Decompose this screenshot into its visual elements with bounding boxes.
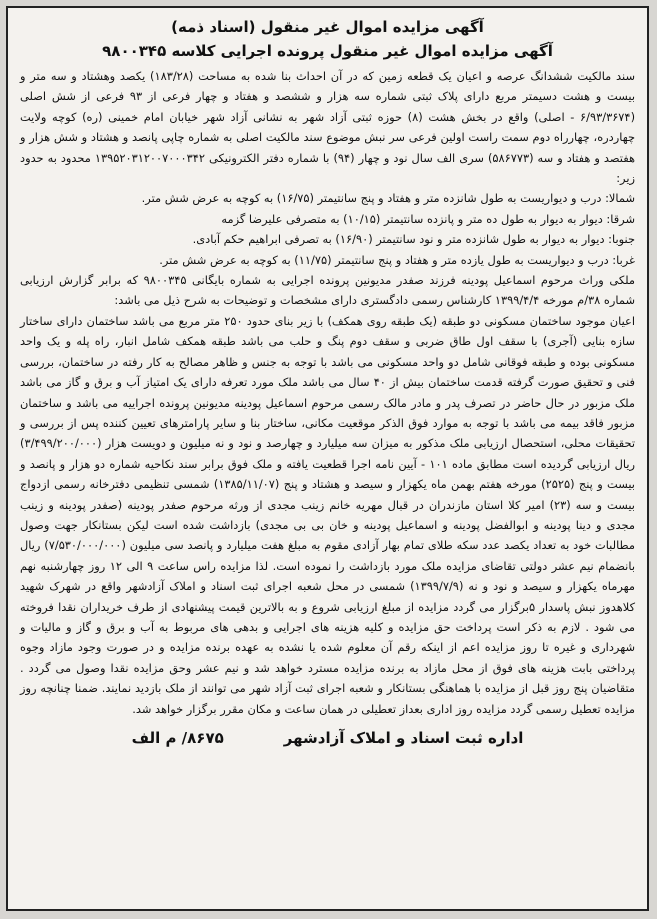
- notice-body: [20, 66, 635, 719]
- west-boundary: غربا: درب و دیواریست به طول یازده متر و هفتاد و پنج سانتیمتر (۱۱/۷۵) به کوچه به عرض شش متر.: [159, 252, 635, 267]
- footer-code: ۸۶۷۵/ م الف: [131, 729, 224, 747]
- north-boundary: شمالا: درب و دیواریست به طول شانزده متر و هفتاد و پنج سانتیمتر (۱۶/۷۵) به کوچه به عرض شش متر.: [141, 191, 635, 206]
- notice-subtitle: آگهی مزایده اموال غیر منقول پرونده اجرایی کلاسه ۹۸۰۰۳۴۵: [102, 42, 553, 60]
- notice-footer: [20, 727, 635, 749]
- intro-paragraph: سند مالکیت ششدانگ عرصه و اعیان یک قطعه زمین که در آن احداث بنا شده به مساحت (۱۸۳/۲۸) یکصد وهشتاد و سه متر و بیست و هشت دسیمتر مربع دارای پلاک ثبتی شماره سه هزار و ششصد و هفتاد و چهار فرعی از ۹۳ فرعی از شش اصلی (۶/۹۳/۳۶۷۴ - اصلی) واقع در بخش هشت (۸) حوزه ثبتی آزاد شهر به نشانی آزاد شهر خیابان امام خمینی (ره) کوچه ولایت چهاردره، چهارراه دوم سمت راست اولین فرعی سر نبش موضوع سند مالکیت اصلی به شماره چاپی پانصد و هشتاد و شش هزار و هفتصد و هفتاد و سه (۵۸۶۷۷۳) سری الف سال نود و چهار (۹۴) با شماره دفتر الکترونیکی ۱۳۹۵۲۰۳۱۲۰۰۷۰۰۰۳۴۲ محدود به حدود زیر:: [20, 69, 636, 186]
- owner-paragraph: ملکی وراث مرحوم اسماعیل پودینه فرزند صفدر مدیونین پرونده اجرایی به شماره بایگانی ۹۸۰۰۳۴۵ که برابر گزارش ارزیابی شماره ۳۸/م مورخه ۱۳۹۹/۴/۴ کارشناس رسمی دادگستری دارای مشخصات و توضیحات به شرح ذیل می باشد:: [20, 273, 635, 308]
- description-paragraph: اعیان موجود ساختمان مسکونی دو طبقه (یک طبقه روی همکف) با زیر بنای حدود ۲۵۰ متر مربع می باشد ساختمان دارای ساختار سازه بنایی (آجری) با سقف اول طاق ضربی و سقف دوم پنگ و حلب می باشد طبقه همکف شامل انبار، راه پله و یک واحد مسکونی بوده و طبقه فوقانی شامل دو واحد مسکونی می باشد با توجه به جنس و ظاهر مصالح به کار رفته در ساختمان، بررسی فنی و تحقیق صورت گرفته قدمت ساختمان بیش از ۴۰ سال می باشد ملک مورد تعرفه دارای یک امتیاز آب و برق و گاز می باشد ملک مزبور در حال حاضر در تصرف پدر و مادر مالک رسمی مرحوم اسماعیل پودینه مدیونین پرونده اجراییه می باشد و ساختمان مزبور فاقد بیمه می باشد با توجه به موارد فوق الذکر موقعیت مکانی، ساختار بنا و سایر پارامترهای تعیین کننده پس از بررسی و تحقیقات محلی، استحصال ارزیابی ملک مذکور به میزان سه میلیارد و چهارصد و نود و نه میلیون و دویست هزار (۳/۴۹۹/۲۰۰/۰۰۰) ریال ارزیابی گردیده است مطابق ماده ۱۰۱ - آیین نامه اجرا قطعیت یافته و ملک فوق برابر سند نکاحیه شماره دو هزار و پانصد و بیست و پنج (۲۵۲۵) مورخه هفتم بهمن ماه یکهزار و سیصد و هشتاد و پنج (۱۳۸۵/۱۱/۰۷) شمسی تنظیمی دفترخانه رسمی ازدواج بیست و سه (۲۳) امیر کلا استان مازندران در قبال مهریه خانم زینب مجدی از ورثه مرحوم صفدر پودینه (صفدر پودینه و زینب مجدی و دینا پودینه و ابوالفضل پودینه و اسماعیل پودینه و خان بی بی مجدی) بازداشت شده است لیکن بستانکار جهت وصول مطالبات خود به تعداد یکصد عدد سکه طلای تمام بهار آزادی مقوم به مبلغ هفت میلیارد و پانصد سی میلیون (۷/۵۳۰/۰۰۰/۰۰۰) ریال بانضمام نیم عشر دولتی تقاضای مزایده ملک مورد بازداشت را نموده است. لذا مزایده راس ساعت ۹ الی ۱۲ روز چهارشنبه نهم مهرماه یکهزار و سیصد و نود و نه (۱۳۹۹/۷/۹) شمسی در محل شعبه اجرای ثبت اسناد و املاک آزادشهر واقع در شهرک شهید کلاهدوز نبش پاسدار ۵برگزار می گردد مزایده از مبلغ ارزیابی شروع و به بالاترین قیمت پیشنهادی از طرف خریداران نقدا فروخته می شود . لازم به ذکر است پرداخت حق مزایده و کلیه هزینه های اجرایی و بدهی های مربوط به آب و برق و گاز و مالیات و شهرداری و غیره تا روز مزایده اعم از اینکه رقم آن معلوم شده یا نشده به عهده برنده مزایده و در صورت وجود مازاد وجوه پرداختی بابت هزینه های فوق از محل مازاد به برنده مزایده مسترد خواهد شد و نیم عشر وحق مزایده نقدا وصول می گردد . متقاضیان پنج روز قبل از مزایده با هماهنگی بستانکار و شعبه اجرای ثبت آزاد شهر می توانند از ملک بازدید نمایند. ضمنا چنانچه روز مزایده تعطیل رسمی گردد مزایده روز اداری بعداز تعطیلی در همان ساعت و مکان مقرر برگزار خواهد شد.: [20, 313, 636, 716]
- footer-office: اداره ثبت اسناد و املاک آزادشهر: [283, 729, 524, 747]
- notice-title: آگهی مزایده اموال غیر منقول (اسناد ذمه): [171, 18, 484, 36]
- notice-sheet: [6, 6, 649, 911]
- east-boundary: شرقا: دیوار به دیوار به طول ده متر و پانزده سانتیمتر (۱۰/۱۵) به متصرفی علیرضا گزمه: [221, 211, 635, 226]
- south-boundary: جنوبا: دیوار به دیوار به طول شانزده متر و نود سانتیمتر (۱۶/۹۰) به تصرفی ابراهیم حکم آبادی.: [192, 232, 635, 247]
